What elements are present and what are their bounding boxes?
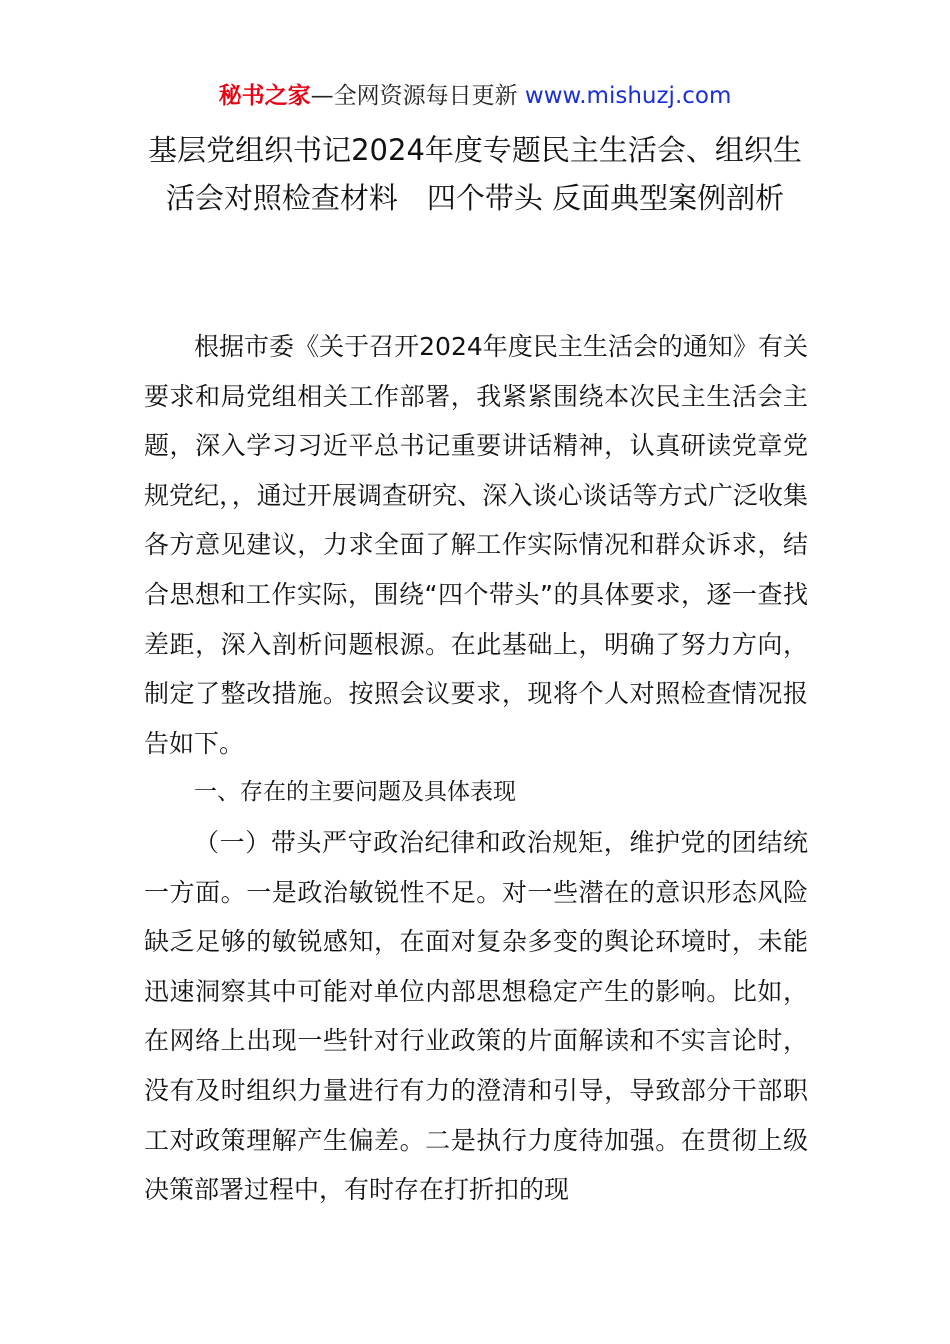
brand-name: 秘书之家 [218,83,311,109]
intro-paragraph: 根据市委《关于召开2024年度民主生活会的通知》有关要求和局党组相关工作部署，我紧紧围绕本次民主生活会主题，深入学习习近平总书记重要讲话精神，认真研读党章党规党纪，，通过开展调查研究、深入谈心谈话等方式广泛收集各方意见建议，力求全面了解工作实际情况和群众诉求，结合思想和工作实际，围绕“四个带头”的具体要求，逐一查找差距，深入剖析问题根源。在此基础上，明确了努力方向，制定了整改措施。按照会议要求，现将个人对照检查情况报告如下。 [144,332,808,758]
subsection-paragraph: （一）带头严守政治纪律和政治规矩，维护党的团结统一方面。一是政治敏锐性不足。对一些潜在的意识形态风险缺乏足够的敏锐感知，在面对复杂多变的舆论环境时，未能迅速洞察其中可能对单位内部思想稳定产生的影响。比如，在网络上出现一些针对行业政策的片面解读和不实言论时，没有及时组织力量进行有力的澄清和引导，导致部分干部职工对政策理解产生偏差。二是执行力度待加强。在贯彻上级决策部署过程中，有时存在打折扣的现 [144,827,808,1205]
header-tagline: —全网资源每日更新 [310,83,525,109]
site-url-link[interactable]: www.mishuzj.com [524,83,732,109]
site-header [0,79,950,113]
section-heading: 一、存在的主要问题及具体表现 [194,779,516,806]
document-title: 基层党组织书记2024年度专题民主生活会、组织生活会对照检查材料 四个带头 反面典型案例剖析 [148,133,802,215]
document-body [144,322,808,1215]
